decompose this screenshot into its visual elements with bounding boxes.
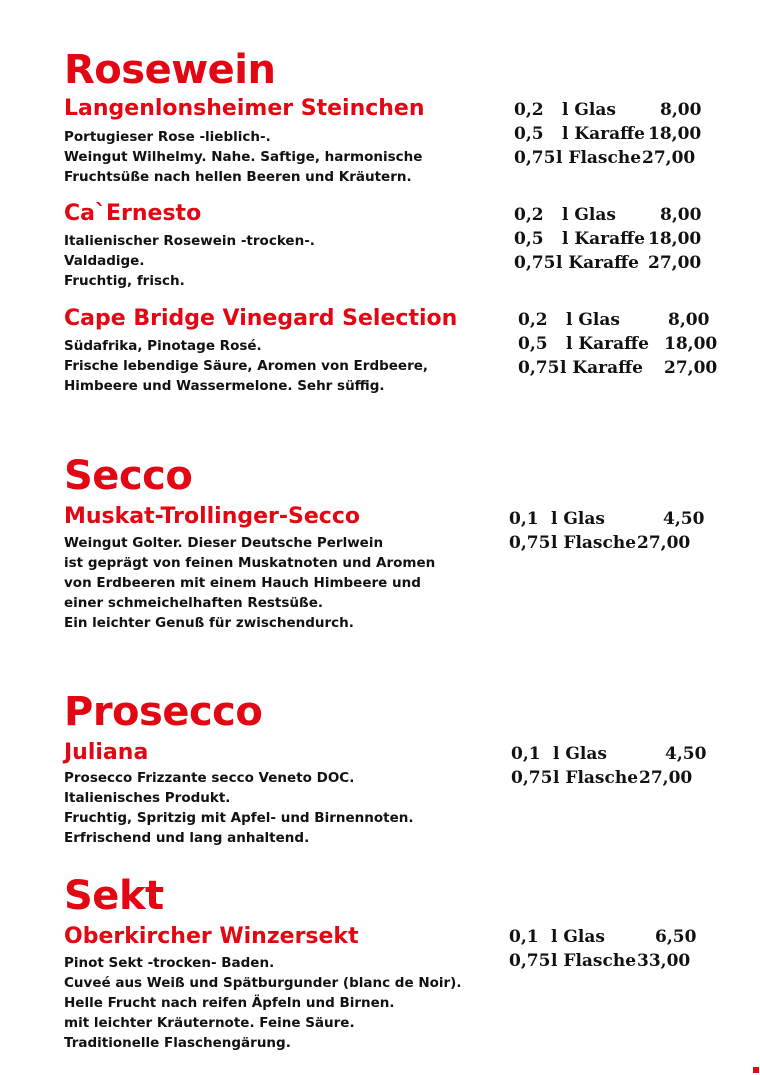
price-unit: l Flasche [556,148,642,168]
description-line: mit leichter Kräuternote. Feine Säure. [64,1015,355,1031]
price-row [511,742,711,766]
price-size: 0,2 [518,310,548,330]
price-row [518,332,718,356]
price-value: 4,50 [663,509,705,529]
price-value: 27,00 [639,768,693,788]
wine-name-cape-bridge: Cape Bridge Vinegard Selection [64,306,458,331]
description-line: Himbeere und Wassermelone. Sehr süffig. [64,378,385,394]
price-row [509,507,709,531]
description-line: Traditionelle Flaschengärung. [64,1035,291,1051]
price-unit: l Flasche [551,951,637,971]
wine-name-juliana: Juliana [64,740,149,765]
section-title-sekt: Sekt [64,873,164,919]
price-size: 0,75 [514,148,556,168]
section-title-prosecco: Prosecco [64,689,263,735]
wine-description [64,127,504,187]
price-value: 8,00 [660,100,702,120]
description-line: Erfrischend und lang anhaltend. [64,830,310,846]
price-unit: l Karaffe [560,358,643,378]
price-value: 27,00 [642,148,696,168]
price-unit: l Flasche [553,768,639,788]
price-unit: l Karaffe [556,253,639,273]
price-unit: l Glas [562,205,616,225]
price-value: 27,00 [648,253,702,273]
price-size: 0,75 [509,533,551,553]
price-value: 27,00 [664,358,718,378]
price-unit: l Glas [562,100,616,120]
wine-description [64,231,504,291]
description-line: einer schmeichelhaften Restsüße. [64,595,323,611]
description-line: Weingut Golter. Dieser Deutsche Perlwein [64,535,384,551]
wine-description [64,768,504,848]
price-list [511,742,711,790]
price-size: 0,75 [511,768,553,788]
wine-name-ca-ernesto: Ca`Ernesto [64,201,202,226]
description-line: Cuveé aus Weiß und Spätburgunder (blanc de Noir). [64,975,462,991]
price-list [518,308,718,380]
price-unit: l Glas [566,310,620,330]
price-unit: l Karaffe [562,229,645,249]
price-unit: l Flasche [551,533,637,553]
description-line: Südafrika, Pinotage Rosé. [64,338,262,354]
price-size: 0,2 [514,205,544,225]
price-value: 6,50 [655,927,697,947]
price-row [518,356,718,380]
price-list [509,925,709,973]
description-line: ist geprägt von feinen Muskatnoten und Aromen [64,555,436,571]
section-title-secco: Secco [64,453,193,499]
price-size: 0,5 [514,229,544,249]
description-line: Fruchtig, Spritzig mit Apfel- und Birnennoten. [64,810,414,826]
price-row [514,122,714,146]
description-line: Prosecco Frizzante secco Veneto DOC. [64,770,355,786]
price-row [511,766,711,790]
price-row [514,98,714,122]
price-size: 0,75 [518,358,560,378]
description-line: Fruchtsüße nach hellen Beeren und Kräutern. [64,169,412,185]
description-line: Valdadige. [64,253,145,269]
price-size: 0,1 [509,509,539,529]
wine-name-langenlonsheimer: Langenlonsheimer Steinchen [64,96,425,121]
price-value: 27,00 [637,533,691,553]
price-size: 0,1 [509,927,539,947]
price-value: 8,00 [668,310,710,330]
description-line: Fruchtig, frisch. [64,273,185,289]
price-row [514,227,714,251]
price-list [514,98,714,170]
description-line: Ein leichter Genuß für zwischendurch. [64,615,354,631]
description-line: Pinot Sekt -trocken- Baden. [64,955,275,971]
price-row [509,925,709,949]
price-value: 4,50 [665,744,707,764]
price-row [509,949,709,973]
price-size: 0,2 [514,100,544,120]
price-value: 33,00 [637,951,691,971]
wine-name-muskat-trollinger: Muskat-Trollinger-Secco [64,504,360,529]
price-size: 0,5 [518,334,548,354]
price-unit: l Karaffe [562,124,645,144]
price-size: 0,5 [514,124,544,144]
price-value: 18,00 [648,124,702,144]
price-row [514,203,714,227]
wine-name-oberkircher: Oberkircher Winzersekt [64,924,359,949]
price-list [514,203,714,275]
price-row [509,531,709,555]
price-row [514,146,714,170]
wine-description [64,953,504,1053]
price-unit: l Glas [551,509,605,529]
price-list [509,507,709,555]
price-unit: l Glas [553,744,607,764]
description-line: Helle Frucht nach reifen Äpfeln und Birnen. [64,995,395,1011]
price-value: 18,00 [664,334,718,354]
description-line: Portugieser Rose -lieblich-. [64,129,271,145]
corner-marker [753,1067,759,1073]
price-size: 0,75 [509,951,551,971]
section-title-rosewein: Rosewein [64,47,276,93]
description-line: Frische lebendige Säure, Aromen von Erdbeere, [64,358,429,374]
description-line: Italienisches Produkt. [64,790,231,806]
description-line: von Erdbeeren mit einem Hauch Himbeere und [64,575,421,591]
wine-description [64,533,504,633]
price-row [518,308,718,332]
price-size: 0,1 [511,744,541,764]
price-value: 18,00 [648,229,702,249]
description-line: Italienischer Rosewein -trocken-. [64,233,315,249]
price-unit: l Glas [551,927,605,947]
price-row [514,251,714,275]
wine-description [64,336,504,396]
price-size: 0,75 [514,253,556,273]
description-line: Weingut Wilhelmy. Nahe. Saftige, harmonische [64,149,423,165]
price-value: 8,00 [660,205,702,225]
price-unit: l Karaffe [566,334,649,354]
